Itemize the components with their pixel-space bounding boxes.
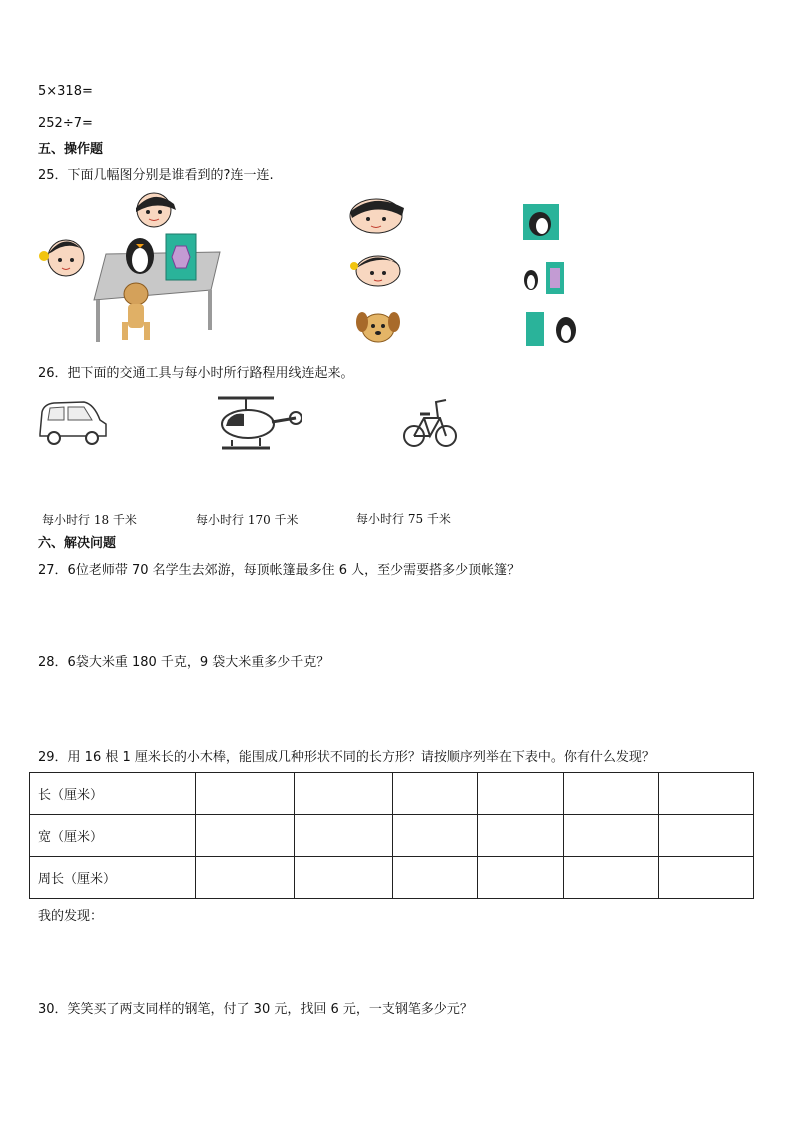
- section-5-title: 五、操作题: [38, 142, 104, 157]
- view-penguin-box-icon: [524, 262, 564, 294]
- row-label-perimeter: 周长（厘米）: [30, 857, 196, 899]
- bicycle-icon: [402, 392, 458, 454]
- table-row: [30, 857, 754, 899]
- table-cell[interactable]: [478, 815, 564, 857]
- dog-icon: [122, 283, 150, 340]
- table-cell[interactable]: [393, 815, 478, 857]
- question-28: 28．6袋大米重 180 千克，9 袋大米重多少千克？: [38, 655, 330, 670]
- penguin-icon: [126, 238, 154, 274]
- table-cell[interactable]: [393, 773, 478, 815]
- table-cell[interactable]: [564, 773, 659, 815]
- speed-label-1: 每小时行 18 千米: [42, 513, 137, 527]
- row-label-length: 长（厘米）: [30, 773, 196, 815]
- table-cell[interactable]: [393, 857, 478, 899]
- boy-face-icon: [350, 199, 404, 233]
- question-26: 26．把下面的交通工具与每小时所行路程用线连起来。: [38, 366, 354, 381]
- helicopter-icon: [214, 392, 302, 454]
- table-row: [30, 815, 754, 857]
- rectangle-table: [29, 772, 754, 899]
- girl-face-icon: [39, 240, 84, 276]
- table-cell[interactable]: [478, 773, 564, 815]
- table-cell[interactable]: [659, 773, 754, 815]
- table-cell[interactable]: [659, 815, 754, 857]
- views-column: [518, 202, 584, 350]
- table-row: [30, 773, 754, 815]
- dog-face-icon: [356, 312, 400, 342]
- question-30: 30．笑笑买了两支同样的钢笔，付了 30 元，找回 6 元，一支钢笔多少元？: [38, 1002, 473, 1017]
- table-cell[interactable]: [659, 857, 754, 899]
- table-cell[interactable]: [295, 773, 393, 815]
- calc-line-2: 252÷7=: [38, 116, 93, 131]
- my-finding-label: 我的发现：: [38, 909, 104, 924]
- speed-label-3: 每小时行 75 千米: [356, 512, 451, 526]
- view-penguin-front-icon: [523, 204, 559, 240]
- question-25: 25．下面几幅图分别是谁看到的?连一连.: [38, 168, 274, 183]
- view-box-penguin-icon: [526, 312, 576, 346]
- scene-illustration: [36, 190, 226, 350]
- table-cell[interactable]: [564, 815, 659, 857]
- girl-face-icon: [350, 256, 400, 286]
- table-cell[interactable]: [295, 815, 393, 857]
- question-29: 29．用 16 根 1 厘米长的小木棒，能围成几种形状不同的长方形？请按顺序列举在下表中。你有什么发现？: [38, 750, 655, 765]
- question-27: 27．6位老师带 70 名学生去郊游，每顶帐篷最多住 6 人，至少需要搭多少顶帐篷？: [38, 563, 521, 578]
- speed-label-2: 每小时行 170 千米: [196, 513, 299, 527]
- table-cell[interactable]: [564, 857, 659, 899]
- table-cell[interactable]: [196, 815, 295, 857]
- row-label-width: 宽（厘米）: [30, 815, 196, 857]
- viewers-column: [344, 196, 410, 346]
- boy-face-icon: [136, 193, 176, 227]
- car-icon: [36, 398, 110, 450]
- table-cell[interactable]: [478, 857, 564, 899]
- table-cell[interactable]: [196, 857, 295, 899]
- calc-line-1: 5×318=: [38, 84, 93, 99]
- table-cell[interactable]: [196, 773, 295, 815]
- table-cell[interactable]: [295, 857, 393, 899]
- section-6-title: 六、解决问题: [38, 536, 117, 551]
